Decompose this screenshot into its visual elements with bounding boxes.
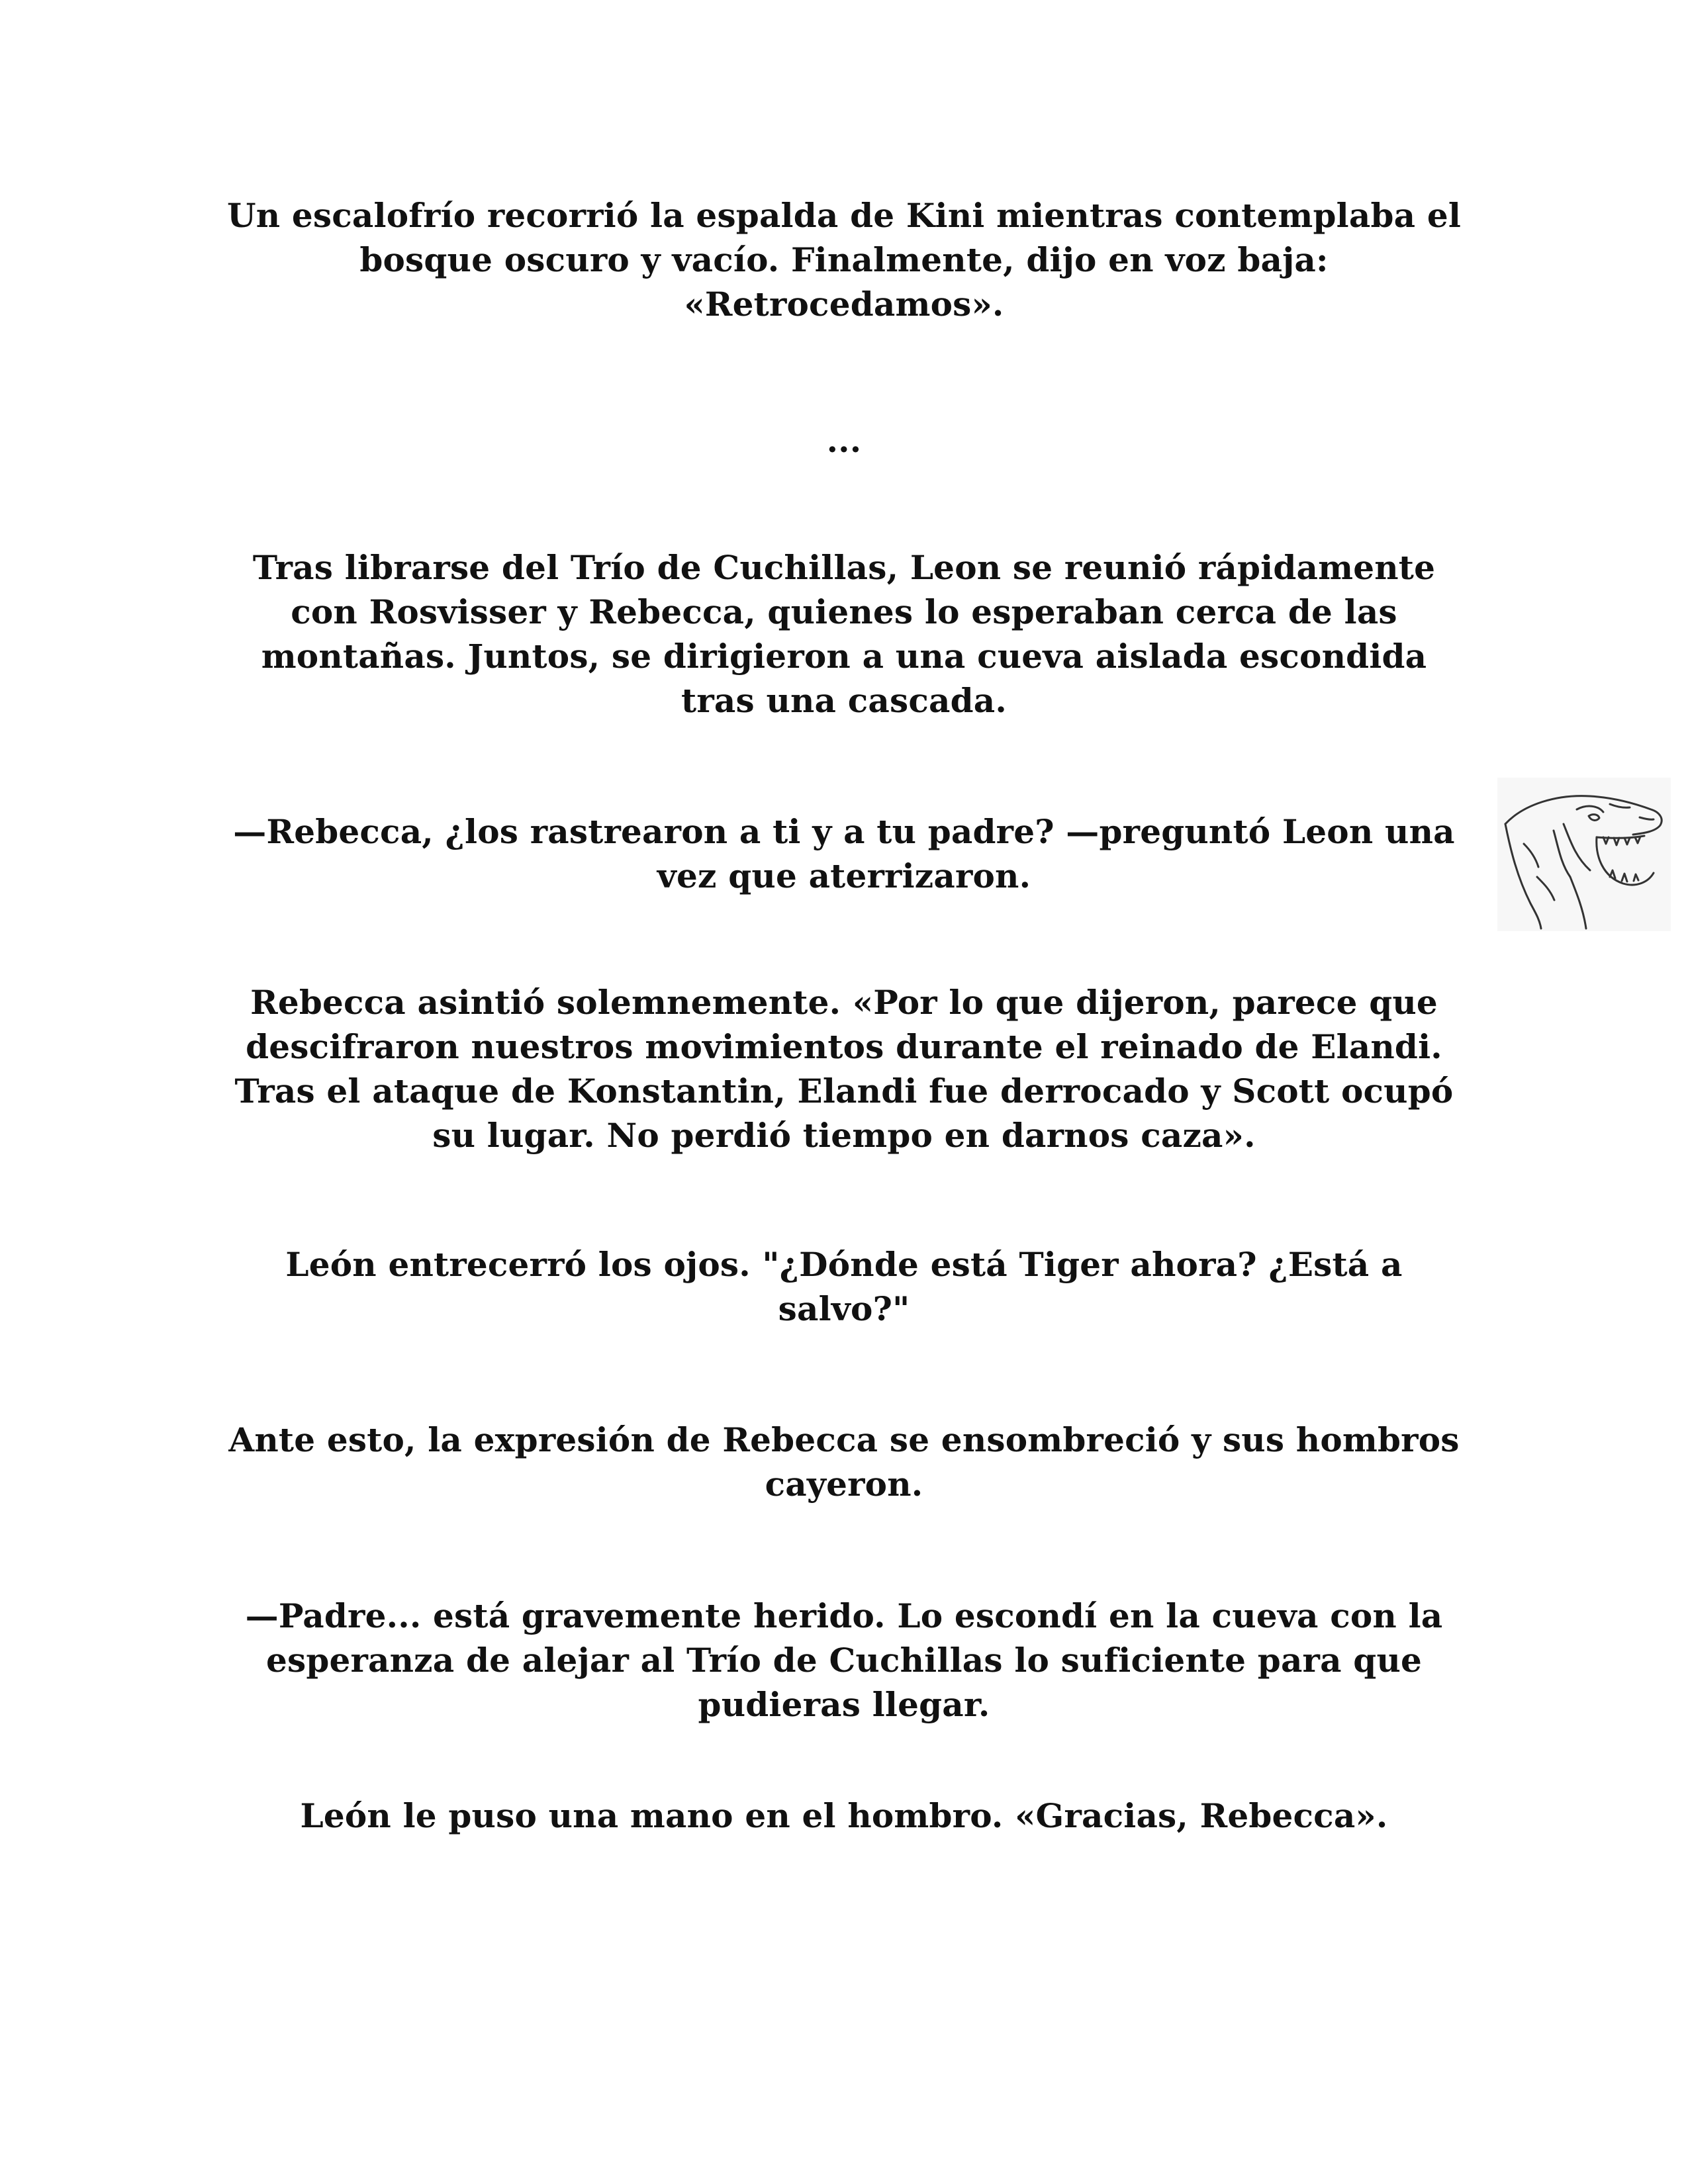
paragraph: Un escalofrío recorrió la espalda de Kini mientras contemplaba el bosque oscuro y vacío. Finalmente, dijo en voz baja: «Retrocedamos». — [226, 196, 1462, 324]
paragraph: Ante esto, la expresión de Rebecca se ensombreció y sus hombros cayeron. — [228, 1420, 1460, 1504]
paragraph: —Rebecca, ¿los rastrearon a ti y a tu padre? —preguntó Leon una vez que aterrizaron. — [233, 812, 1455, 895]
paragraph: León le puso una mano en el hombro. «Gracias, Rebecca». — [300, 1796, 1388, 1835]
paragraph: Tras librarse del Trío de Cuchillas, Leon se reunió rápidamente con Rosvisser y Rebecca, quienes lo esperaban cerca de las montañas. Juntos, se dirigieron a una cueva aislada escondida tras una cascada. — [252, 548, 1436, 720]
paragraph: León entrecerró los ojos. "¿Dónde está Tiger ahora? ¿Está a salvo?" — [285, 1245, 1403, 1328]
paragraph: —Padre... está gravemente herido. Lo escondí en la cueva con la esperanza de alejar al Trío de Cuchillas lo suficiente para que pudieras llegar. — [245, 1596, 1443, 1724]
scene-break: ... — [826, 421, 862, 460]
paragraph: Rebecca asintió solemnemente. «Por lo que dijeron, parece que descifraron nuestros movimientos durante el reinado de Elandi. Tras el ataque de Konstantin, Elandi fue derrocado y Scott ocupó su lugar. No perdió tiempo en darnos caza». — [234, 983, 1454, 1155]
dinosaur-head-sketch-icon — [1497, 778, 1671, 931]
